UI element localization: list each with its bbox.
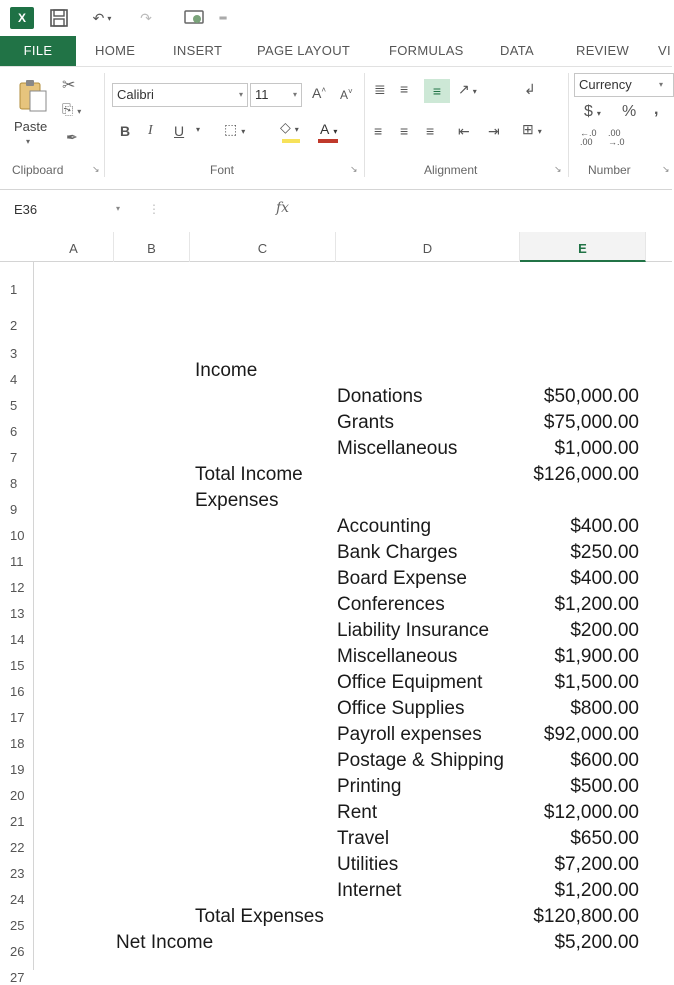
tab-file[interactable]: FILE <box>0 36 76 66</box>
align-left-icon[interactable]: ≡ <box>374 123 383 139</box>
currency-symbol: $ <box>584 103 593 120</box>
cell-expense-item-value[interactable]: $1,900.00 <box>554 646 639 667</box>
column-headers <box>0 232 672 262</box>
chevron-down-icon[interactable]: ▾ <box>116 204 121 213</box>
customize-toolbar-icon[interactable]: ═ <box>219 12 227 24</box>
align-middle-icon[interactable]: ≡ <box>400 81 409 97</box>
ribbon-separator <box>104 73 105 177</box>
cell-expense-item-label[interactable]: Payroll expenses <box>337 724 482 745</box>
touch-mode-icon[interactable] <box>182 6 208 30</box>
font-group-label: Font <box>210 163 235 177</box>
column-header-c[interactable]: C <box>190 232 336 262</box>
cell-expense-item-label[interactable]: Conferences <box>337 594 445 615</box>
cell-expenses-label[interactable]: Expenses <box>195 490 279 511</box>
tab-formulas[interactable]: FORMULAS <box>389 43 464 58</box>
cell-expense-item-label[interactable]: Office Equipment <box>337 672 483 693</box>
cell-total-expenses-value[interactable]: $120,800.00 <box>533 906 639 927</box>
cell-expense-item-value[interactable]: $12,000.00 <box>543 802 639 823</box>
worksheet-grid[interactable] <box>34 262 672 970</box>
cell-expense-item-label[interactable]: Utilities <box>337 854 399 875</box>
column-header-e[interactable]: E <box>520 232 646 262</box>
clipboard-group-label: Clipboard <box>12 163 64 177</box>
cell-income-item-value[interactable]: $75,000.00 <box>543 412 639 433</box>
row-header[interactable]: 11 <box>10 554 24 569</box>
column-header-d[interactable]: D <box>336 232 520 262</box>
cell-income-item-value[interactable]: $50,000.00 <box>543 386 639 407</box>
cell-income-label[interactable]: Income <box>195 360 258 381</box>
cell-net-income-label[interactable]: Net Income <box>116 932 214 953</box>
cell-expense-item-value[interactable]: $500.00 <box>570 776 639 797</box>
italic-button[interactable]: I <box>148 123 153 138</box>
increase-decimal-icon[interactable]: ←.0 .00 <box>580 128 597 147</box>
font-name-value: Calibri <box>117 87 154 102</box>
font-color-button[interactable]: A ▾ <box>320 121 338 137</box>
row-header[interactable]: 12 <box>10 580 25 595</box>
cell-expense-item-label[interactable]: Postage & Shipping <box>337 750 504 771</box>
underline-dropdown-icon[interactable]: ▾ <box>196 125 201 134</box>
row-header[interactable]: 10 <box>10 528 25 543</box>
tab-page-layout[interactable]: PAGE LAYOUT <box>257 43 351 58</box>
cell-expense-item-label[interactable]: Accounting <box>337 516 432 537</box>
cell-net-income-value[interactable]: $5,200.00 <box>554 932 639 953</box>
cell-expense-item-value[interactable]: $200.00 <box>570 620 639 641</box>
row-header[interactable]: 4 <box>10 372 18 387</box>
cell-income-item-value[interactable]: $1,000.00 <box>554 438 639 459</box>
accounting-format-button[interactable]: $ ▾ <box>584 103 601 120</box>
tab-home[interactable]: HOME <box>95 43 136 58</box>
row-header[interactable]: 9 <box>10 502 18 517</box>
cell-expense-item-value[interactable]: $400.00 <box>570 568 639 589</box>
shrink-font-button[interactable]: A˅ <box>340 87 353 102</box>
cell-expense-item-label[interactable]: Office Supplies <box>337 698 465 719</box>
cell-income-item-label[interactable]: Miscellaneous <box>337 438 458 459</box>
cell-expense-item-label[interactable]: Travel <box>337 828 390 849</box>
cell-expense-item-value[interactable]: $600.00 <box>570 750 639 771</box>
tab-data[interactable]: DATA <box>500 43 534 58</box>
cell-expense-item-value[interactable]: $1,500.00 <box>554 672 639 693</box>
alignment-group-label: Alignment <box>424 163 478 177</box>
fill-color-swatch <box>282 139 300 143</box>
cell-income-item-label[interactable]: Grants <box>337 412 395 433</box>
font-launcher-icon[interactable]: ↘ <box>350 164 358 174</box>
cell-expense-item-value[interactable]: $92,000.00 <box>543 724 639 745</box>
row-header[interactable]: 22 <box>10 840 25 855</box>
align-right-icon[interactable]: ≡ <box>426 123 435 139</box>
row-header[interactable]: 13 <box>10 606 25 621</box>
cell-expense-item-value[interactable]: $400.00 <box>570 516 639 537</box>
cell-expense-item-value[interactable]: $250.00 <box>570 542 639 563</box>
clipboard-launcher-icon[interactable]: ↘ <box>92 164 100 174</box>
row-header[interactable]: 26 <box>10 944 25 959</box>
column-header-b[interactable]: B <box>114 232 190 262</box>
decrease-decimal-icon[interactable]: .00 →.0 <box>608 128 625 147</box>
row-header[interactable]: 1 <box>10 282 18 297</box>
cell-expense-item-label[interactable]: Internet <box>337 880 402 901</box>
cell-expense-item-label[interactable]: Board Expense <box>337 568 467 589</box>
excel-logo-icon: X <box>10 7 34 29</box>
grow-font-button[interactable]: A˄ <box>312 85 327 101</box>
cell-total-income-value[interactable]: $126,000.00 <box>533 464 639 485</box>
merge-center-icon[interactable]: ⊞ ▾ <box>522 121 542 137</box>
number-group-label: Number <box>588 163 631 177</box>
increase-indent-icon[interactable]: ⇥ <box>488 123 500 139</box>
cell-total-income-label[interactable]: Total Income <box>195 464 303 485</box>
redo-icon[interactable]: ↷ <box>140 9 152 26</box>
orientation-icon[interactable]: ↗ ▾ <box>458 81 477 97</box>
ribbon-separator <box>568 73 569 177</box>
percent-style-button[interactable]: % <box>622 103 637 120</box>
chevron-down-icon: ▾ <box>292 90 297 99</box>
tab-insert[interactable]: INSERT <box>173 43 223 58</box>
number-format-value: Currency <box>579 77 632 92</box>
tab-view[interactable]: VI <box>658 43 671 58</box>
row-header[interactable]: 3 <box>10 346 18 361</box>
ribbon-tabs <box>0 36 672 66</box>
cell-total-expenses-label[interactable]: Total Expenses <box>195 906 324 927</box>
row-header[interactable]: 15 <box>10 658 25 673</box>
cell-expense-item-value[interactable]: $7,200.00 <box>554 854 639 875</box>
paste-icon[interactable] <box>18 77 50 115</box>
font-size-value: 11 <box>255 87 269 102</box>
number-format-select[interactable] <box>574 73 674 97</box>
cell-expense-item-label[interactable]: Rent <box>337 802 378 823</box>
decrease-indent-icon[interactable]: ⇤ <box>458 123 470 139</box>
grow-font-label: A <box>312 85 322 101</box>
fill-color-icon[interactable]: ◇ ▾ <box>280 119 299 135</box>
wrap-text-icon[interactable]: ↲ <box>524 81 536 97</box>
formula-bar <box>0 190 672 230</box>
copy-icon[interactable]: ⎘ ▾ <box>62 101 82 117</box>
cell-expense-item-label[interactable]: Miscellaneous <box>337 646 458 667</box>
row-header[interactable]: 20 <box>10 788 25 803</box>
row-header[interactable]: 21 <box>10 814 25 829</box>
cell-expense-item-label[interactable]: Printing <box>337 776 402 797</box>
undo-icon[interactable]: ↶ ▾ <box>92 9 112 26</box>
row-header[interactable]: 6 <box>10 424 18 439</box>
row-header[interactable]: 27 <box>10 970 25 985</box>
cell-expense-item-label[interactable]: Liability Insurance <box>337 620 490 641</box>
align-bottom-icon[interactable]: ≡ <box>424 79 450 103</box>
paste-button[interactable]: Paste <box>14 119 48 134</box>
number-launcher-icon[interactable]: ↘ <box>662 164 670 174</box>
chevron-down-icon: ▾ <box>238 90 243 99</box>
save-icon[interactable] <box>48 6 70 30</box>
ribbon <box>0 66 672 190</box>
cell-expense-item-label[interactable]: Bank Charges <box>337 542 458 563</box>
align-center-icon[interactable]: ≡ <box>400 123 409 139</box>
row-header[interactable]: 24 <box>10 892 25 907</box>
paste-dropdown-icon[interactable]: ▾ <box>26 137 31 146</box>
alignment-launcher-icon[interactable]: ↘ <box>554 164 562 174</box>
row-header[interactable]: 19 <box>10 762 25 777</box>
shrink-font-label: A <box>340 88 349 102</box>
tab-review[interactable]: REVIEW <box>576 43 630 58</box>
ribbon-separator <box>364 73 365 177</box>
row-header[interactable]: 25 <box>10 918 25 933</box>
row-header[interactable]: 17 <box>10 710 25 725</box>
format-painter-icon[interactable]: ✒ <box>66 129 78 145</box>
row-header[interactable]: 8 <box>10 476 18 491</box>
font-color-swatch <box>318 139 338 143</box>
row-header[interactable]: 2 <box>10 318 18 333</box>
name-box[interactable]: E36 <box>14 202 38 217</box>
borders-icon[interactable]: ⬚ ▾ <box>224 121 246 137</box>
align-top-icon[interactable]: ≣ <box>374 81 386 97</box>
chevron-down-icon: ▾ <box>658 80 663 89</box>
font-size-select[interactable] <box>250 83 302 107</box>
quick-access-toolbar <box>0 0 672 36</box>
row-headers <box>0 262 34 985</box>
underline-button[interactable]: U <box>174 123 185 139</box>
cell-income-item-label[interactable]: Donations <box>337 386 423 407</box>
font-name-select[interactable] <box>112 83 248 107</box>
cell-expense-item-value[interactable]: $800.00 <box>570 698 639 719</box>
column-header-a[interactable]: A <box>34 232 114 262</box>
font-color-label: A <box>320 121 330 137</box>
cell-expense-item-value[interactable]: $1,200.00 <box>554 594 639 615</box>
cut-icon[interactable]: ✂ <box>62 77 76 94</box>
row-header[interactable]: 5 <box>10 398 18 413</box>
row-header[interactable]: 23 <box>10 866 25 881</box>
cell-expense-item-value[interactable]: $1,200.00 <box>554 880 639 901</box>
row-header[interactable]: 18 <box>10 736 25 751</box>
row-header[interactable]: 16 <box>10 684 25 699</box>
insert-function-icon[interactable]: fx <box>276 200 290 216</box>
row-header[interactable]: 14 <box>10 632 25 647</box>
comma-style-button[interactable]: , <box>654 101 659 118</box>
row-header[interactable]: 7 <box>10 450 18 465</box>
cell-expense-item-value[interactable]: $650.00 <box>570 828 639 849</box>
bold-button[interactable]: B <box>120 123 131 139</box>
formula-bar-grip[interactable]: ⋮ <box>148 202 160 216</box>
